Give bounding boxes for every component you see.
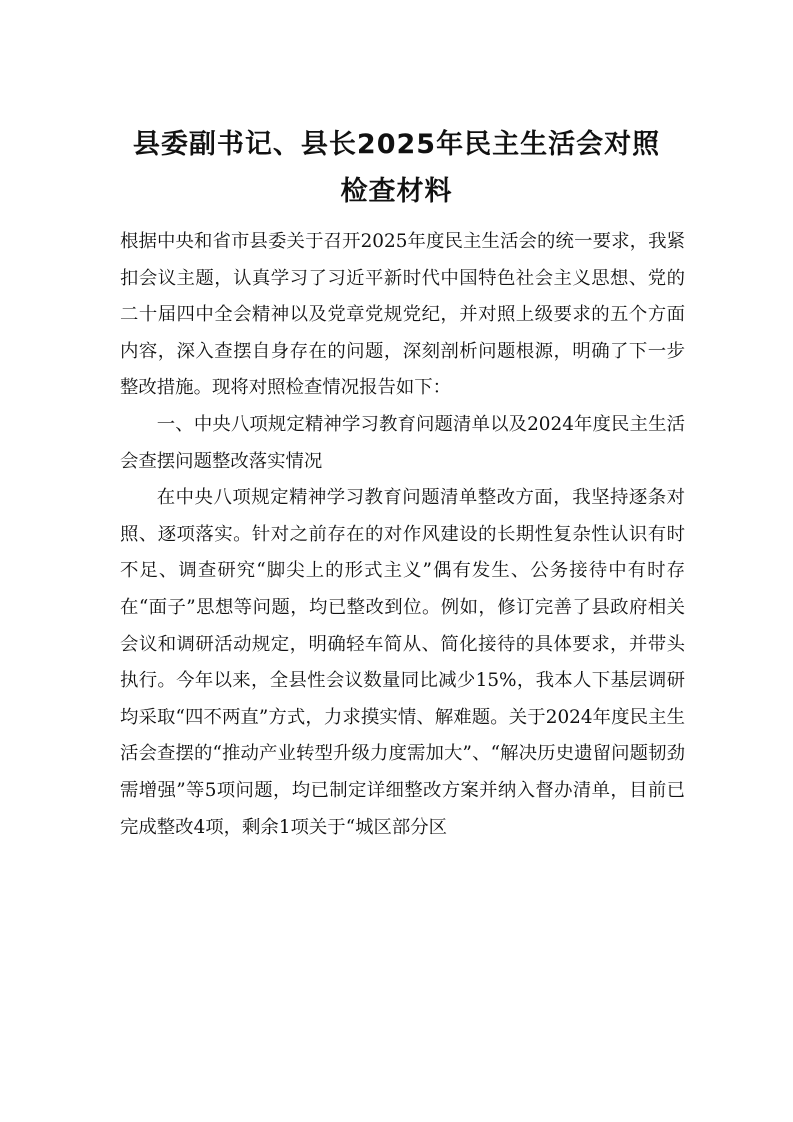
section-1-paragraph: 在中央八项规定精神学习教育问题清单整改方面，我坚持逐条对照、逐项落实。针对之前存在的对作风建设的长期性复杂性认识有时不足、调查研究“脚尖上的形式主义”偶有发生、公务接待中有时存在“面子”思想等问题，均已整改到位。例如，修订完善了县政府相关会议和调研活动规定，明确轻车简从、简化接待的具体要求，并带头执行。今年以来，全县性会议数量同比减少15%，我本人下基层调研均采取“四不两直”方式，力求摸实情、解难题。关于2024年度民主生活会查摆的“推动产业转型升级力度需加大”、“解决历史遗留问题韧劲需增强”等5项问题，均已制定详细整改方案并纳入督办清单，目前已完成整改4项，剩余1项关于“城区部分区	[120, 487, 685, 838]
document-title-line-1: 县委副书记、县长2025年民主生活会对照	[132, 129, 661, 160]
section-heading-1: 一、中央八项规定精神学习教育问题清单以及2024年度民主生活会查摆问题整改落实情况	[120, 413, 685, 472]
intro-paragraph: 根据中央和省市县委关于召开2025年度民主生活会的统一要求，我紧扣会议主题，认真学习了习近平新时代中国特色社会主义思想、党的二十届四中全会精神以及党章党规党纪，并对照上级要求的五个方面内容，深入查摆自身存在的问题，深刻剖析问题根源，明确了下一步整改措施。现将对照检查情况报告如下：	[120, 231, 685, 399]
document-title-line-2: 检查材料	[340, 176, 453, 207]
document-body	[120, 224, 685, 846]
